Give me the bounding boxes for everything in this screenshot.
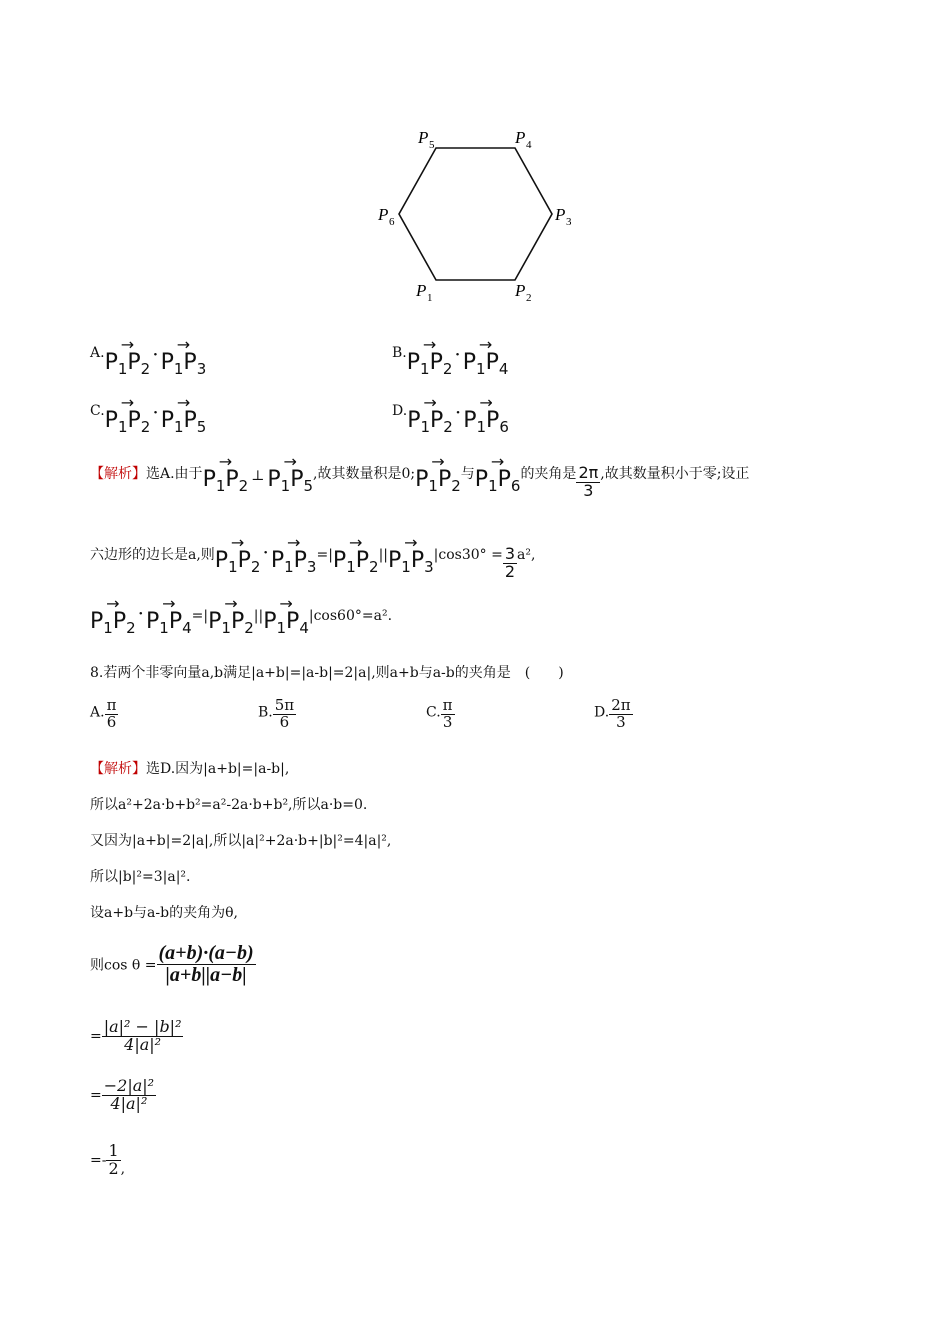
vector: → $P_1P_4$ xyxy=(462,335,509,378)
vector: → $P_1P_6$ xyxy=(474,452,521,495)
cos-formula: 则cos θ = $\frac{(a+b)\cdot(a-b)}{|a+b||a-b|}$ xyxy=(90,942,254,986)
formula-fraction-1: $\frac{(a+b)\cdot(a-b)}{|a+b||a-b|}$ xyxy=(158,942,254,986)
vector: → $P_1P_5$ xyxy=(160,393,207,436)
vector: → $P_1P_2$ xyxy=(214,533,261,576)
svg-text:3: 3 xyxy=(566,216,572,228)
q8-option-b: B. $\frac{5\pi}{6}$ xyxy=(258,696,295,731)
vector: → $P_1P_2$ xyxy=(406,335,453,378)
formula-fraction-2: $\frac{\text{|a|² − |b|²}}{\text{4|a|²}}$ xyxy=(103,1017,182,1054)
vector: → $P_1P_2$ xyxy=(208,594,254,637)
q8-option-a: A. $\frac{\pi}{6}$ xyxy=(90,696,117,731)
vector: → $P_1P_2$ xyxy=(90,594,136,637)
option-letter: A. xyxy=(90,345,105,361)
vector: → $P_1P_2$ xyxy=(202,452,249,495)
q7-solution-line1: 【解析】选A.由于 → $P_1P_2\perp$ → $P_1P_5$,故其数量积是0; → $P_1P_2$与 → $P_1P_6$的夹角是 $\frac{2\pi}{3}$ ,故其数量积小于零;设正 xyxy=(90,452,750,500)
label-p6: P xyxy=(378,205,389,224)
q8-solution-line2: 所以a²+2a·b+b²=a²-2a·b+b²,所以a·b=0. xyxy=(90,797,368,813)
vector: → $P_1P_2$ xyxy=(104,335,151,378)
label-p3: P xyxy=(555,205,566,224)
q8-solution-line3: 又因为|a+b|=2|a|,所以|a|²+2a·b+|b|²=4|a|², xyxy=(90,833,392,849)
solution-tag: 【解析】 xyxy=(90,466,146,482)
label-p2: P xyxy=(515,281,526,300)
svg-text:4: 4 xyxy=(526,139,532,151)
q7-option-a: A. → $P_1P_2\cdot$ → $P_1P_3$ xyxy=(90,335,207,378)
option-fraction: $\frac{\pi}{6}$ xyxy=(106,696,117,731)
label-p4: P xyxy=(515,128,526,147)
step-2: = $\frac{\text{|a|² − |b|²}}{\text{4|a|²}}$ xyxy=(90,1017,182,1054)
svg-text:6: 6 xyxy=(389,216,395,228)
option-fraction: $\frac{2\pi}{3}$ xyxy=(611,696,631,731)
svg-text:2: 2 xyxy=(526,292,532,304)
vector: → $P_1P_2$ xyxy=(415,452,461,495)
step-4: =- $\frac{1}{2}$ , xyxy=(90,1141,126,1178)
hexagon-figure xyxy=(370,120,590,310)
option-letter: D. xyxy=(392,403,408,419)
vector: → $P_1P_3$ xyxy=(270,533,317,576)
q8-option-d: D. $\frac{2\pi}{3}$ xyxy=(594,696,631,731)
option-fraction: $\frac{\pi}{3}$ xyxy=(442,696,453,731)
q7-option-c: C. → $P_1P_2\cdot$ → $P_1P_5$ xyxy=(90,393,207,436)
formula-fraction-3: $\frac{\text{−2|a|²}}{\text{4|a|²}}$ xyxy=(103,1076,155,1113)
vector: → $P_1P_6$ xyxy=(463,393,509,436)
vector: → $P_1P_2$ xyxy=(104,393,151,436)
label-p1: P xyxy=(416,281,427,300)
svg-text:1: 1 xyxy=(427,292,433,304)
vector: → $P_1P_3$ xyxy=(388,533,434,576)
q8-solution-line5: 设a+b与a-b的夹角为θ, xyxy=(90,905,238,921)
q7-solution-line2: 六边形的边长是a,则 → $P_1P_2\cdot$ → $P_1P_3=|$ → $P_1P_2||$ → $P_1P_3|\cos 30^\circ$ = $\frac{3}{2}$ a², xyxy=(90,533,536,581)
q7-solution-line3: → $P_1P_2\cdot$ → $P_1P_4=|$ → $P_1P_2||$ → $P_1P_4|\cos 60^\circ=a^2$. xyxy=(90,594,393,637)
coef-fraction: $\frac{3}{2}$ xyxy=(504,543,516,581)
q8-solution-line4: 所以|b|²=3|a|². xyxy=(90,869,191,885)
vector: → $P_1P_4$ xyxy=(146,594,192,637)
vector: → $P_1P_4$ xyxy=(263,594,309,637)
step-3: = $\frac{\text{−2|a|²}}{\text{4|a|²}}$ xyxy=(90,1076,155,1113)
hexagon-shape xyxy=(399,148,552,280)
vector: → $P_1P_2$ xyxy=(407,393,453,436)
vector: → $P_1P_5$ xyxy=(267,452,314,495)
option-fraction: $\frac{5\pi}{6}$ xyxy=(274,696,295,731)
label-p5: P xyxy=(418,128,429,147)
angle-fraction: $\frac{2\pi}{3}$ xyxy=(578,462,599,500)
q8-stem: 8.若两个非零向量a,b满足|a+b|=|a-b|=2|a|,则a+b与a-b的夹角是 ( ) xyxy=(90,665,564,681)
q7-option-d: D. → $P_1P_2\cdot$ → $P_1P_6$ xyxy=(392,393,509,436)
vector: → $P_1P_2$ xyxy=(332,533,379,576)
option-letter: C. xyxy=(90,403,105,419)
option-letter: B. xyxy=(392,345,407,361)
formula-fraction-4: $\frac{1}{2}$ xyxy=(108,1141,119,1178)
svg-text:5: 5 xyxy=(429,139,435,151)
q8-solution-line1: 【解析】选D.因为|a+b|=|a-b|, xyxy=(90,761,290,777)
q8-option-c: C. $\frac{\pi}{3}$ xyxy=(426,696,453,731)
q7-option-b: B. → $P_1P_2\cdot$ → $P_1P_4$ xyxy=(392,335,509,378)
solution-tag: 【解析】 xyxy=(90,761,146,777)
vector: → $P_1P_3$ xyxy=(160,335,207,378)
